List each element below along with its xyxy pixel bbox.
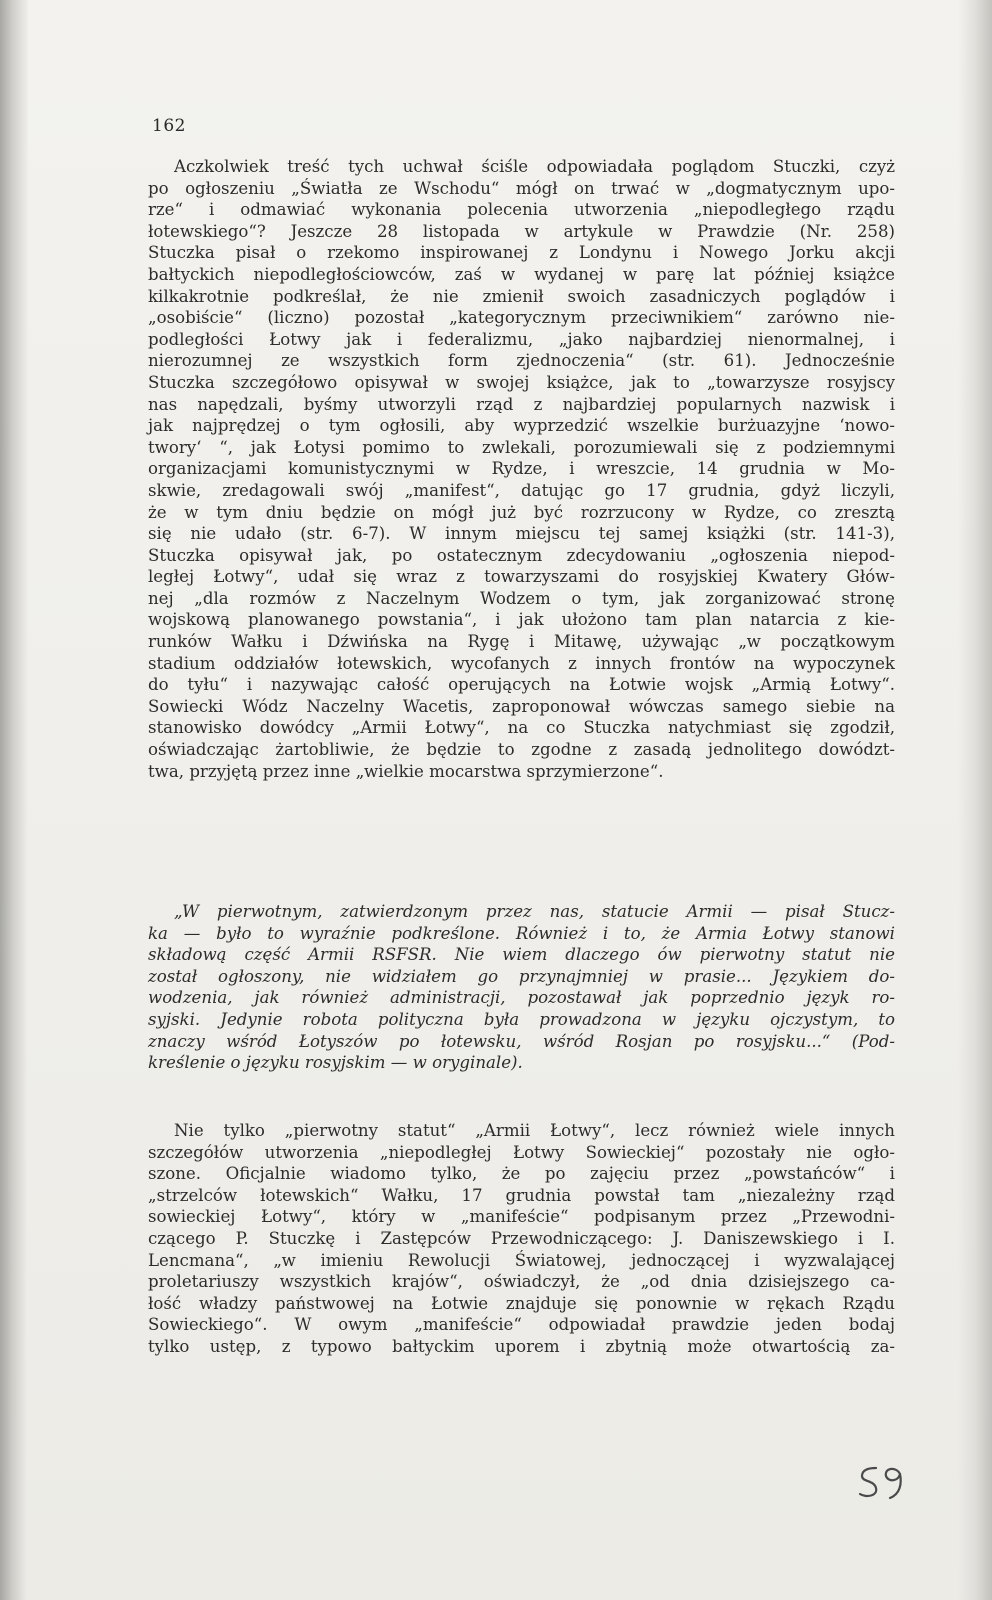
text-line: znaczy wśród Łotyszów po łotewsku, wśród Rosjan po rosyjsku...“ (Pod- (148, 1031, 895, 1051)
text-line: szone. Oficjalnie wiadomo tylko, że po zajęciu przez „powstańców“ i (148, 1164, 895, 1184)
text-line: bałtyckich niepodległościowców, zaś w wydanej w parę lat później książce (148, 264, 895, 284)
text-line: twa, przyjętą przez inne „wielkie mocarstwa sprzymierzone“. (148, 761, 664, 781)
text-line: składową część Armii RSFSR. Nie wiem dlaczego ów pierwotny statut nie (148, 945, 895, 965)
text-line: Sowieckiego“. W owym „manifeście“ odpowiadał prawdzie jeden bodaj (148, 1315, 895, 1335)
text-line: ka — było to wyraźnie podkreślone. Również i to, że Armia Łotwy stanowi (148, 923, 895, 943)
text-line: Aczkolwiek treść tych uchwał ściśle odpowiadała poglądom Stuczki, czyż (174, 157, 895, 176)
paragraph-quote (148, 901, 895, 1074)
handwritten-page-annotation (856, 1462, 908, 1502)
text-line: oświadczając żartobliwie, że będzie to zgodne z zasadą jednolitego dowództ- (148, 740, 895, 760)
text-line: „W pierwotnym, zatwierdzonym przez nas, statucie Armii — pisał Stucz- (174, 902, 895, 921)
text-line: szczegółów utworzenia „niepodległej Łotwy Sowieckiej“ pozostały nie ogło- (148, 1142, 895, 1162)
text-line: sowieckiej Łotwy“, który w „manifeście“ podpisanym przez „Przewodni- (148, 1207, 895, 1227)
text-line: jak najprędzej o tym ogłosili, aby wyprzedzić wszelkie burżuazyjne ‘nowo- (148, 416, 895, 436)
text-line: proletariuszy wszystkich krajów“, oświadczył, że „od dnia dzisiejszego ca- (148, 1272, 895, 1292)
text-line: podległości Łotwy jak i federalizmu, „jako najbardziej nienormalnej, i (148, 329, 895, 349)
left-binding-shadow (0, 0, 28, 1600)
page-number: 162 (152, 116, 186, 136)
text-line: Stuczka szczegółowo opisywał w swojej książce, jak to „towarzysze rosyjscy (148, 372, 895, 392)
text-line: Lencmana“, „w imieniu Rewolucji Światowej, jednoczącej i wyzwalającej (148, 1250, 895, 1270)
text-line: tylko ustęp, z typowo bałtyckim uporem i zbytnią może otwartością za- (148, 1336, 895, 1356)
text-line: ległej Łotwy“, udał się wraz z towarzyszami do rosyjskiej Kwatery Głów- (148, 567, 895, 587)
paragraph-3 (148, 1120, 895, 1358)
text-line: został ogłoszony, nie widziałem go przynajmniej w prasie... Językiem do- (148, 966, 895, 986)
text-line: skwie, zredagowali swój „manifest“, datując go 17 grudnia, gdyż liczyli, (148, 480, 895, 500)
text-line: Stuczka opisywał jak, po ostatecznym zdecydowaniu „ogłoszenia niepod- (148, 545, 895, 565)
paragraph-1 (148, 156, 895, 782)
text-line: po ogłoszeniu „Światła ze Wschodu“ mógł on trwać w „dogmatycznym upo- (148, 178, 895, 198)
text-line: nierozumnej ze wszystkich form zjednoczenia“ (str. 61). Jednocześnie (148, 351, 895, 371)
text-line: „strzelców łotewskich“ Wałku, 17 grudnia powstał tam „niezależny rząd (148, 1185, 895, 1205)
text-line: organizacjami komunistycznymi w Rydze, i wreszcie, 14 grudnia w Mo- (148, 459, 895, 479)
text-line: wodzenia, jak również administracji, pozostawał jak poprzednio język ro- (148, 988, 895, 1008)
right-edge-shadow (958, 0, 992, 1600)
text-line: czącego P. Stuczkę i Zastępców Przewodniczącego: J. Daniszewskiego i I. (148, 1228, 895, 1248)
text-line: stanowisko dowódcy „Armii Łotwy“, na co Stuczka natychmiast się zgodził, (148, 718, 895, 738)
text-line: że w tym dniu będzie on mógł już być rozrzucony w Rydze, co zresztą (148, 502, 895, 522)
text-line: syjski. Jedynie robota polityczna była prowadzona w języku ojczystym, to (148, 1009, 895, 1029)
text-line: nas napędzali, byśmy utworzyli rząd z najbardziej popularnych nazwisk i (148, 394, 895, 414)
text-line: się nie udało (str. 6-7). W innym miejscu tej samej książki (str. 141-3), (148, 524, 895, 544)
text-line: runków Wałku i Dźwińska na Rygę i Mitawę, używając „w początkowym (148, 632, 895, 652)
text-line: rze“ i odmawiać wykonania polecenia utworzenia „niepodległego rządu (148, 200, 895, 220)
text-line: kreślenie o języku rosyjskim — w oryginale). (148, 1053, 523, 1073)
text-line: twory‘ “, jak Łotysi pomimo to zwlekali, porozumiewali się z podziemnymi (148, 437, 895, 457)
text-line: stadium oddziałów łotewskich, wycofanych z innych frontów na wypoczynek (148, 653, 895, 673)
text-line: Sowiecki Wódz Naczelny Wacetis, zaproponował wówczas samego siebie na (148, 696, 895, 716)
text-line: Nie tylko „pierwotny statut“ „Armii Łotwy“, lecz również wiele innych (174, 1121, 895, 1140)
text-line: „osobiście“ (liczno) pozostał „kategorycznym przeciwnikiem“ zarówno nie- (148, 308, 895, 328)
text-line: Stuczka pisał o rzekomo inspirowanej z Londynu i Nowego Jorku akcji (148, 243, 895, 263)
text-line: kilkakrotnie podkreślał, że nie zmienił swoich zasadniczych poglądów i (148, 286, 895, 306)
text-line: wojskową planowanego powstania“, i jak ułożono tam plan natarcia z kie- (148, 610, 895, 630)
text-line: łość władzy państwowej na Łotwie znajduje się ponownie w rękach Rządu (148, 1293, 895, 1313)
text-line: łotewskiego“? Jeszcze 28 listopada w artykule w Prawdzie (Nr. 258) (148, 221, 895, 241)
text-line: do tyłu“ i nazywając całość operujących na Łotwie wojsk „Armią Łotwy“. (148, 675, 895, 695)
text-line: nej „dla rozmów z Naczelnym Wodzem o tym, jak zorganizować stronę (148, 588, 895, 608)
